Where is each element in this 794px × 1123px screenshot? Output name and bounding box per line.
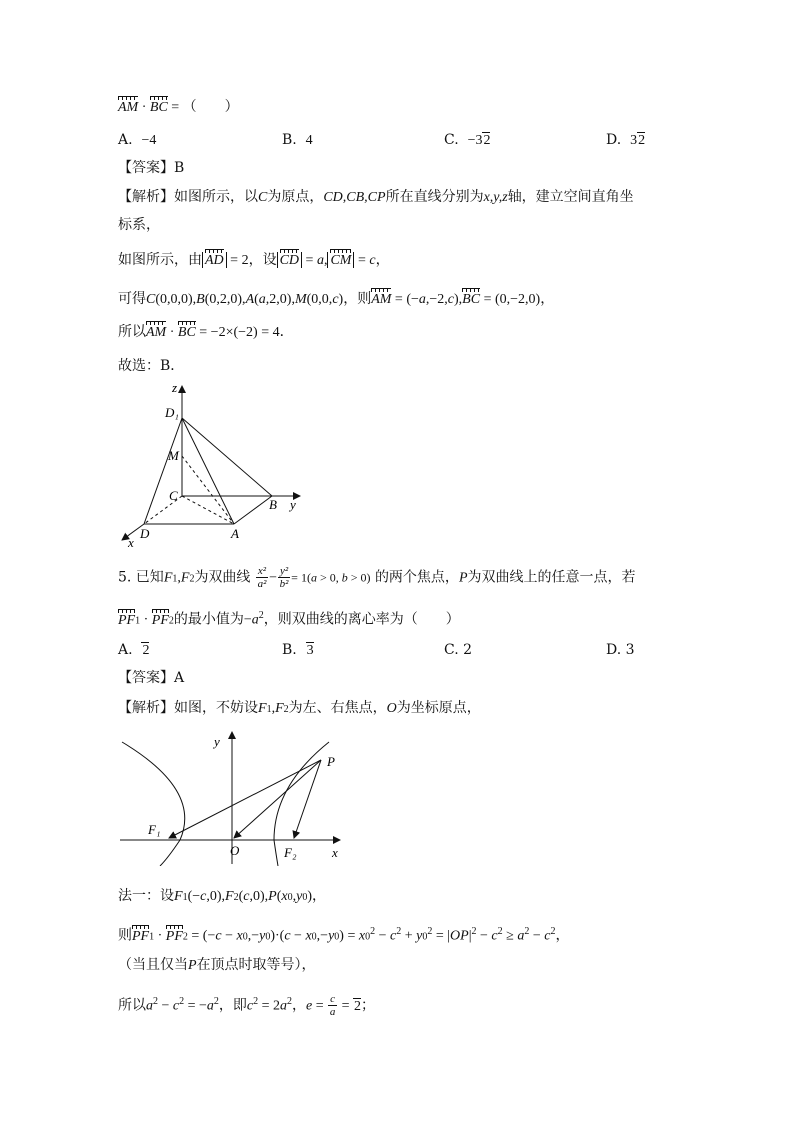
q5-option-c: C. 2 bbox=[444, 642, 473, 658]
q5-option-a: A. 2 bbox=[118, 642, 150, 658]
q4-stem: AM · BC = （ ） bbox=[118, 97, 239, 118]
label-f1: F₁ bbox=[148, 822, 161, 837]
label-x: x bbox=[332, 845, 338, 860]
label-b: B bbox=[269, 497, 277, 512]
label-d1: D₁ bbox=[165, 405, 179, 420]
hyperbola-figure bbox=[114, 726, 354, 866]
label-x: x bbox=[128, 535, 134, 550]
q5-answer: 【答案】A bbox=[118, 670, 185, 686]
pyramid-figure bbox=[112, 378, 312, 550]
q5-option-d: D. 3 bbox=[606, 642, 635, 658]
label-m: M bbox=[168, 448, 179, 463]
q5-method-line2: 则$PF1 \cdot PF2 = (-c - x0,-y0)\cdot(c - x0,-y0) = x0^2 - c^2 + y0^2 = |OP|^2 - c^2 \ge a^2 - c^2$， bbox=[118, 922, 569, 948]
q5-analysis-line1: 【解析】如图，不妨设F1,F2为左、右焦点，O为坐标原点， bbox=[118, 700, 481, 716]
label-d: D bbox=[140, 526, 150, 541]
q5-stem-line1: 5. 已知F1,F2为双曲线 $\frac{\text{x²}}{\text{a²}}$ − $\frac{\text{y²}}{\text{b²}}$ = 1(a > 0, b > 0) 的两个焦点，P为双曲线上的任意一点，若 bbox=[118, 565, 636, 590]
q4-conclusion: 故选：B． bbox=[118, 358, 185, 374]
left-branch bbox=[122, 742, 185, 866]
q5-method-line1: 法一：设F1(−c,0),F2(c,0),P(x0,y0)， bbox=[118, 888, 326, 904]
q4-option-a: A. −4 bbox=[118, 132, 157, 148]
q4-analysis-line2: 如图所示，由 AD = 2，设 CD = a, CM = c， bbox=[118, 250, 390, 271]
label-a: A bbox=[231, 526, 239, 541]
label-c: C bbox=[169, 488, 178, 503]
q4-analysis-line1: 【解析】如图所示，以C为原点，CD,CB,CP所在直线分别为x,y,z轴，建立空间直角坐 bbox=[118, 189, 634, 205]
q5-stem-line2: PF1 · PF2的最小值为$-a^2$，则双曲线的离心率为（ ） bbox=[118, 606, 460, 632]
q4-answer: 【答案】B bbox=[118, 160, 185, 176]
label-p: P bbox=[327, 754, 335, 769]
q4-option-d: D. 32 bbox=[606, 132, 646, 148]
label-f2: F₂ bbox=[284, 845, 297, 860]
q4-analysis-line4: 所以AM · BC = −2×(−2) = 4． bbox=[118, 322, 294, 343]
label-o: O bbox=[230, 843, 240, 858]
q4-option-b: B. 4 bbox=[282, 132, 313, 148]
label-y: y bbox=[214, 734, 220, 749]
q4-analysis-line1b: 标系， bbox=[118, 217, 160, 233]
q4-analysis-line3: 可得C(0,0,0),B(0,2,0),A(a,2,0),M(0,0,c)，则AM = (−a,−2,c),BC = (0,−2,0)， bbox=[118, 289, 554, 310]
label-y: y bbox=[290, 497, 296, 512]
q5-method-line3: （当且仅当P在顶点时取等号）， bbox=[118, 957, 316, 973]
label-z: z bbox=[172, 380, 178, 395]
q4-option-c: C. −32 bbox=[444, 132, 491, 148]
q5-option-b: B. 3 bbox=[282, 642, 314, 658]
q5-method-line4: 所以$a^2 - c^2 = -a^2$，即$c^2 = 2a^2$，e = $\frac{c}{a}$ = 2； bbox=[118, 993, 375, 1019]
